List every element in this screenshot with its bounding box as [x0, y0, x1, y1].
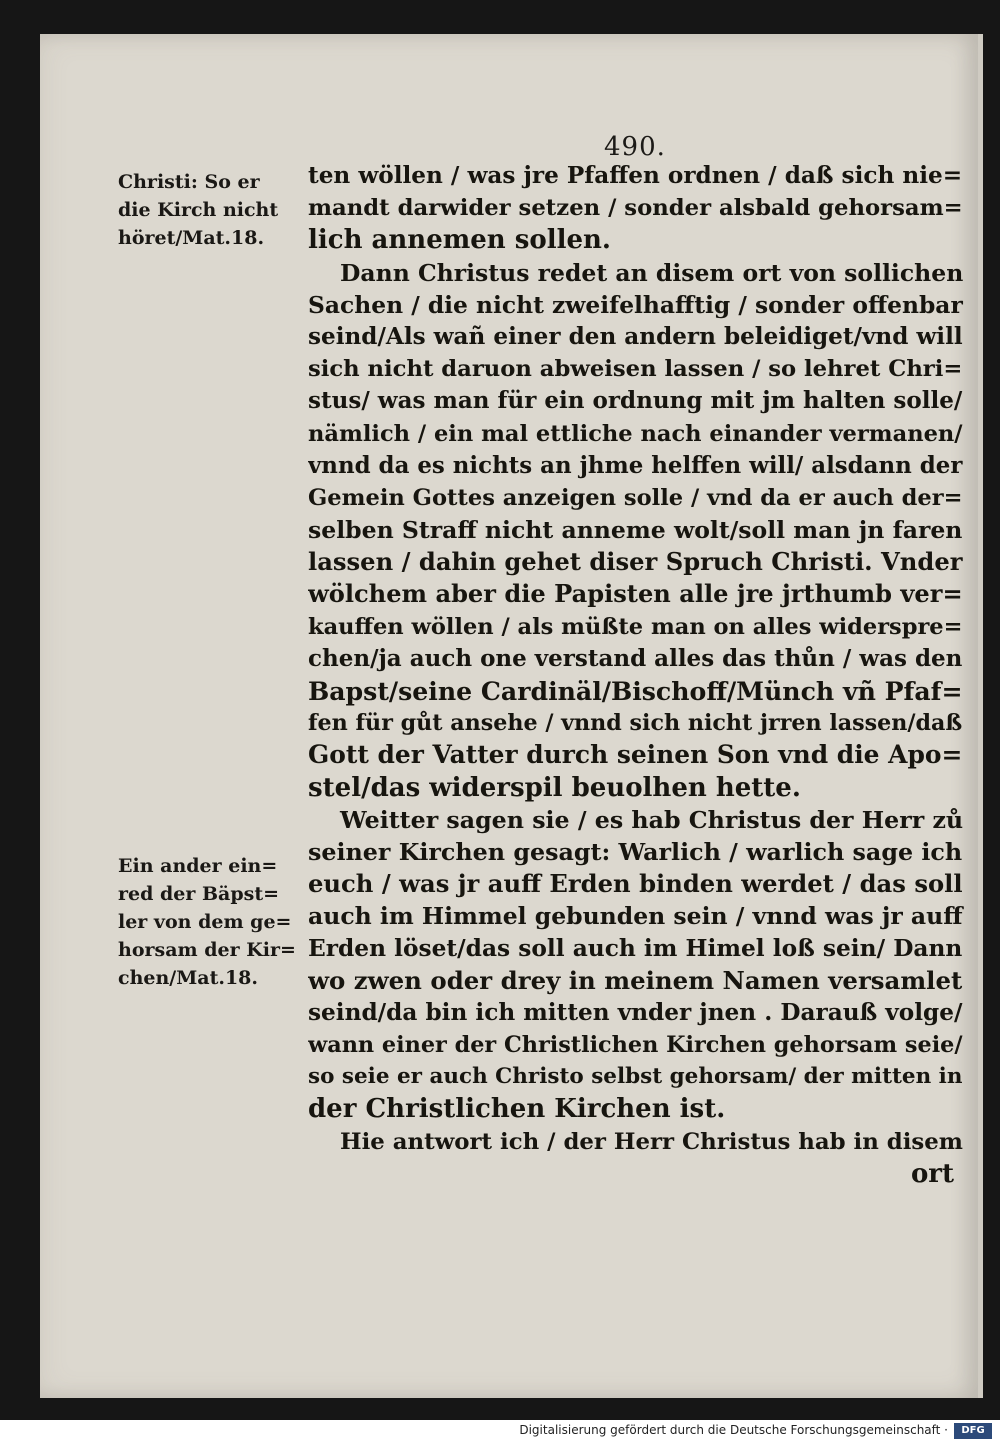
dfg-logo-icon: DFG: [954, 1423, 992, 1439]
page-number: 490.: [604, 132, 666, 162]
text-line: ten wöllen / was jre Pfaffen ordnen / daß sich nie=: [308, 162, 963, 189]
text-line: Dann Christus redet an disem ort von sollichen: [340, 258, 964, 287]
text-line: selben Straff nicht anneme wolt/soll man jn faren: [308, 516, 963, 545]
margin-note-2: [118, 852, 304, 992]
text-line: seind/Als wañ einer den andern beleidiget/vnd will: [308, 322, 963, 350]
text-line: mandt darwider setzen / sonder alsbald gehorsam=: [308, 195, 963, 222]
footer-bar: [0, 1420, 1000, 1443]
margin-note-line: horsam der Kir=: [118, 939, 296, 961]
text-line: seiner Kirchen gesagt: Warlich / warlich sage ich: [308, 837, 963, 866]
footer-credit: Digitalisierung gefördert durch die Deutsche Forschungsgemeinschaft ·: [519, 1423, 948, 1437]
text-line: stus/ was man für ein ordnung mit jm halten solle/: [308, 387, 963, 415]
margin-note-line: die Kirch nicht: [118, 199, 279, 221]
margin-note-line: red der Bäpst=: [118, 883, 280, 905]
text-line: Sachen / die nicht zweifelhafftig / sonder offenbar: [308, 290, 963, 319]
body-text: [308, 160, 976, 1190]
text-line: kauffen wöllen / als müßte man on alles widerspre=: [308, 613, 963, 640]
margin-note-1: [118, 168, 304, 252]
text-line: Hie antwort ich / der Herr Christus hab in disem: [340, 1128, 963, 1155]
text-line: fen für gůt ansehe / vnnd sich nicht jrren lassen/daß: [308, 710, 963, 737]
text-line: lassen / dahin gehet diser Spruch Christi. Vnder: [308, 547, 963, 577]
text-line: chen/ja auch one verstand alles das thůn / was den: [308, 644, 963, 672]
text-line: wölchem aber die Papisten alle jre jrthumb ver=: [308, 579, 963, 609]
text-line: Weitter sagen sie / es hab Christus der Herr zů: [340, 805, 964, 834]
margin-note-line: Christi: So er: [118, 171, 260, 193]
text-line: Gemein Gottes anzeigen solle / vnd da er auch der=: [308, 484, 963, 511]
text-line: wo zwen oder drey in meinem Namen versamlet: [308, 965, 963, 995]
text-line: Bapst/seine Cardinäl/Bischoff/Münch vñ Pfaf=: [308, 676, 963, 706]
text-line: Erden löset/das soll auch im Himel loß sein/ Dann: [308, 934, 963, 962]
catchword: ort: [910, 1158, 954, 1189]
text-line: so seie er auch Christo selbst gehorsam/ der mitten in: [308, 1064, 963, 1090]
text-line: wann einer der Christlichen Kirchen gehorsam seie/: [308, 1032, 963, 1059]
margin-note-line: chen/Mat.18.: [118, 967, 259, 989]
text-line: Gott der Vatter durch seinen Son vnd die Apo=: [308, 740, 963, 770]
text-line: euch / was jr auff Erden binden werdet / das soll: [308, 869, 963, 899]
text-line: lich annemen sollen.: [308, 225, 611, 256]
margin-note-line: ler von dem ge=: [118, 911, 292, 933]
text-line: seind/da bin ich mitten vnder jnen . Darauß volge/: [308, 998, 963, 1026]
text-line: der Christlichen Kirchen ist.: [308, 1094, 726, 1125]
text-line: stel/das widerspil beuolhen hette.: [308, 772, 801, 803]
text-line: vnnd da es nichts an jhme helffen will/ alsdann der: [308, 451, 963, 479]
text-line: sich nicht daruon abweisen lassen / so lehret Chri=: [308, 356, 963, 383]
text-line: nämlich / ein mal ettliche nach einander vermanen/: [308, 420, 963, 447]
text-line: auch im Himmel gebunden sein / vnnd was jr auff: [308, 902, 963, 931]
margin-note-line: höret/Mat.18.: [118, 227, 265, 249]
margin-note-line: Ein ander ein=: [118, 855, 278, 877]
